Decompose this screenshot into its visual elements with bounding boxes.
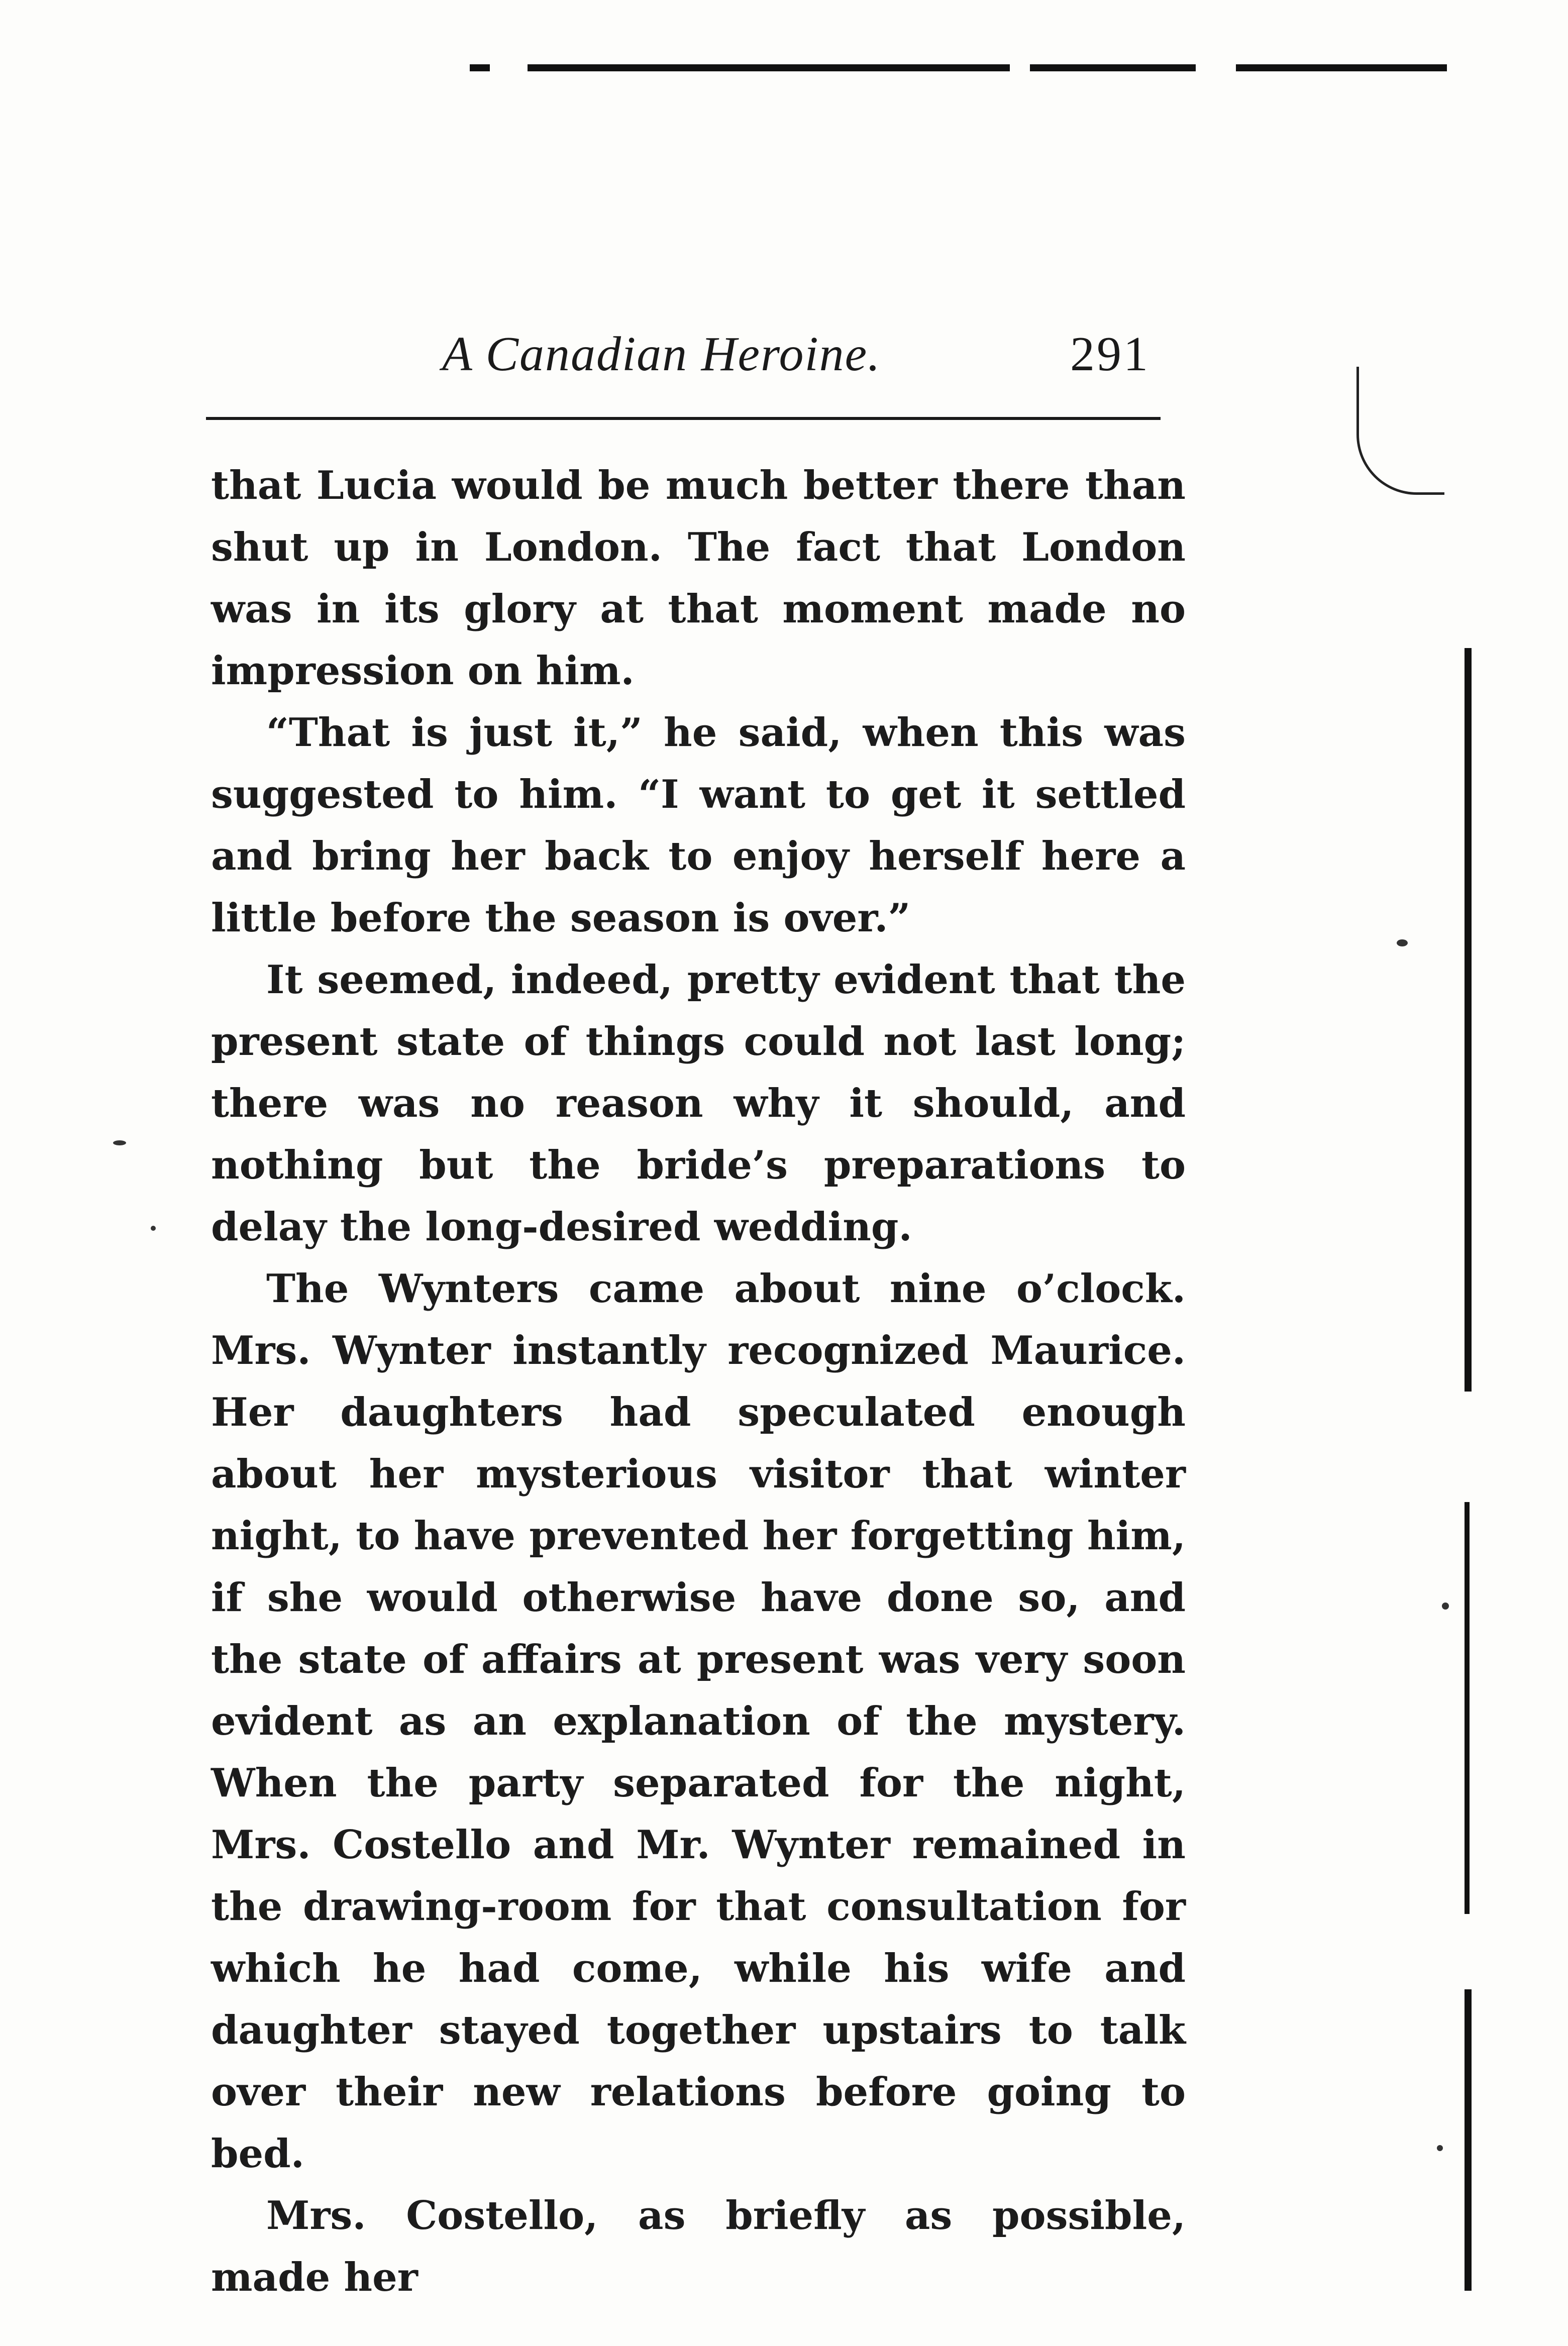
edge-bracket-mark (1356, 367, 1444, 495)
paragraph: “That is just it,” he said, when this was suggested to him. “I want to get it settled and bring her back to enjoy herself here a little before the season is over.” (211, 710, 1186, 941)
paragraph: The Wynters came about nine o’clock. Mrs. Wynter instantly recognized Maurice. Her daughters had speculated enough about her mysterious visitor that winter night, to have prevented her forgetting him, if she would otherwise have done so, and the state of affairs at present was very soon evident as an explanation of the mystery. When the party separated for the night, Mrs. Costello and Mr. Wynter remained in the drawing-room for that consultation for which he had come, while his wife and daughter stayed together upstairs to talk over their new relations before going to bed. (211, 1266, 1186, 2177)
scan-speck (1442, 1603, 1449, 1610)
paragraph: Mrs. Costello, as briefly as possible, made her (211, 2193, 1186, 2300)
scan-speck (1437, 2145, 1443, 2151)
edge-scan-bar (1465, 648, 1472, 1392)
paragraph: It seemed, indeed, pretty evident that the present state of things could not last long; there was no reason why it should, and nothing but the bride’s preparations to delay the long-desired wedding. (211, 957, 1186, 1250)
page-number: 291 (1070, 327, 1150, 381)
edge-scan-bar (1465, 1502, 1470, 1914)
scan-speck (113, 1140, 126, 1145)
top-scan-line (1030, 64, 1196, 71)
top-scan-line (1236, 64, 1447, 71)
edge-scan-bar (1465, 1989, 1472, 2291)
scan-speck (151, 1226, 156, 1231)
running-head-title: A Canadian Heroine. (442, 327, 881, 381)
header-rule (206, 417, 1161, 420)
body-text (211, 455, 1186, 2308)
scan-speck (1397, 939, 1408, 946)
top-scan-line (470, 64, 490, 71)
top-scan-line (528, 64, 1010, 71)
paragraph: that Lucia would be much better there than shut up in London. The fact that London was in its glory at that moment made no impression on him. (211, 463, 1186, 694)
running-head (206, 322, 1161, 387)
